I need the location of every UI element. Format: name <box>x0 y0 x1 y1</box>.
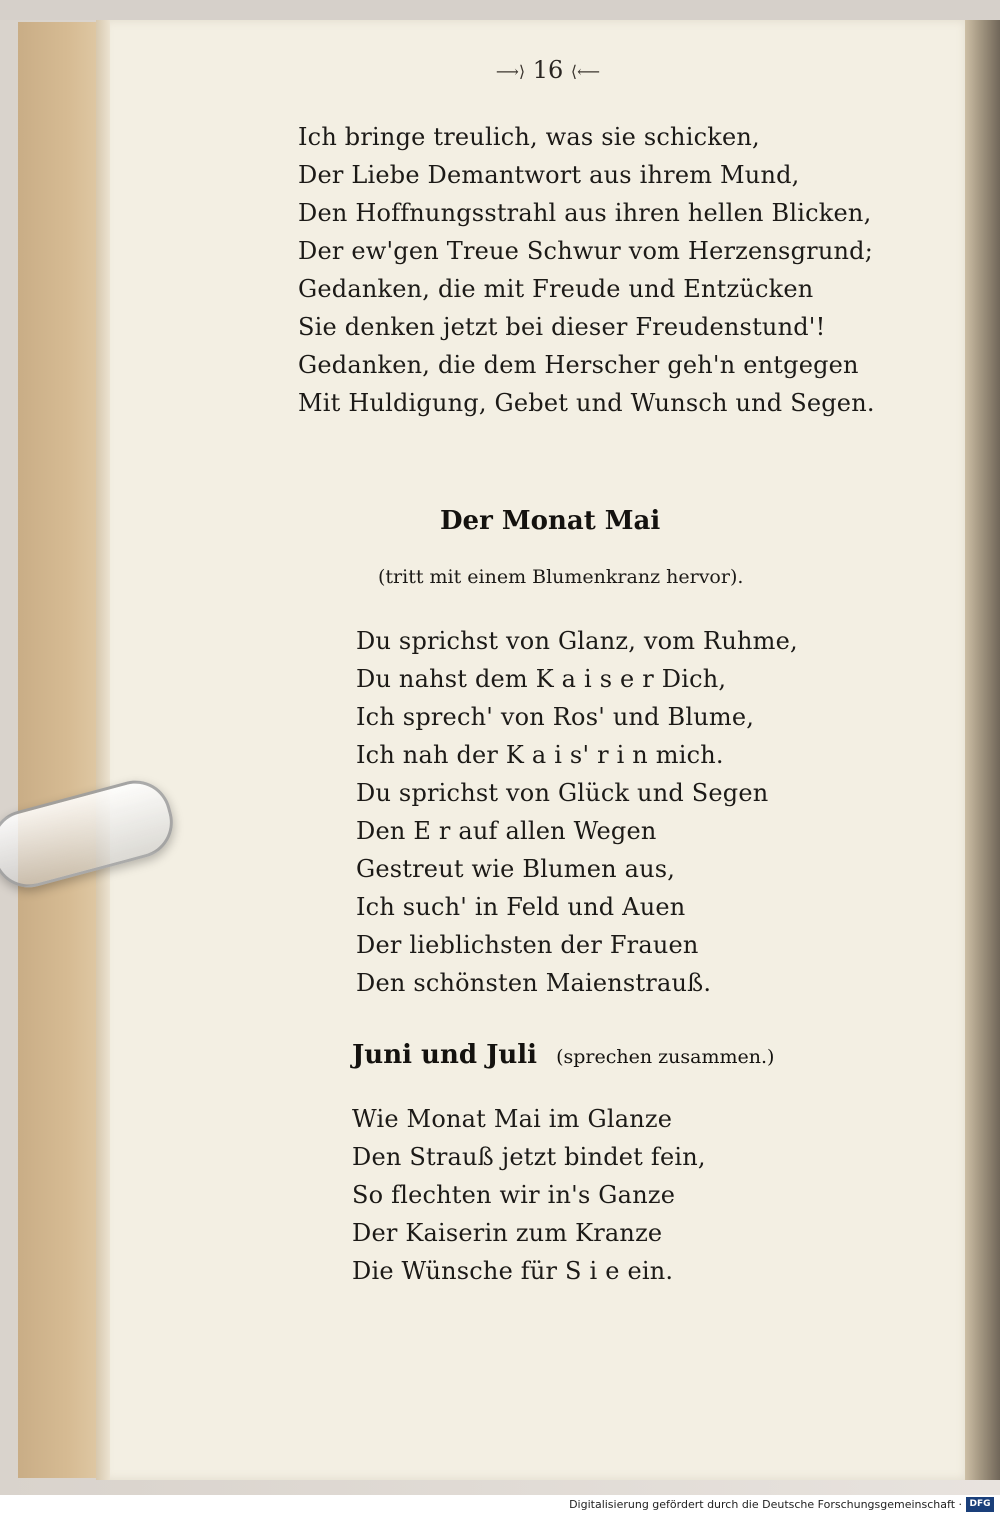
dfg-logo-icon: DFG <box>966 1497 994 1512</box>
page-number: ⟶⟩ 16 ⟨⟵ <box>495 56 601 84</box>
ornament-right-icon: ⟨⟵ <box>570 62 601 81</box>
verse-line: Der ew'gen Treue Schwur vom Herzensgrund; <box>298 237 873 265</box>
page-gutter-shadow <box>965 20 1000 1480</box>
section-1-verse <box>356 622 798 1002</box>
verse-line: Du sprichst von Glanz, vom Ruhme, <box>356 627 798 655</box>
section-heading-monat-mai: Der Monat Mai <box>440 506 661 536</box>
verse-line: So flechten wir in's Ganze <box>352 1181 676 1209</box>
verse-line: Du nahst dem K a i s e r Dich, <box>356 665 727 693</box>
verse-line: Ich nah der K a i s' r i n mich. <box>356 741 724 769</box>
verse-line: Mit Huldigung, Gebet und Wunsch und Segen. <box>298 389 875 417</box>
verse-line: Den schönsten Maienstrauß. <box>356 969 712 997</box>
verse-line: Du sprichst von Glück und Segen <box>356 779 769 807</box>
section-heading-text: Juni und Juli <box>352 1040 538 1070</box>
verse-line: Gestreut wie Blumen aus, <box>356 855 676 883</box>
verse-line: Den E r auf allen Wegen <box>356 817 657 845</box>
verse-line: Ich sprech' von Ros' und Blume, <box>356 703 755 731</box>
verse-line: Der lieblichsten der Frauen <box>356 931 699 959</box>
verse-line: Wie Monat Mai im Glanze <box>352 1105 673 1133</box>
verse-line: Gedanken, die dem Herscher geh'n entgegen <box>298 351 859 379</box>
stanza-1 <box>298 118 875 422</box>
scan-top-edge <box>0 0 1000 20</box>
footer-credit: Digitalisierung gefördert durch die Deutsche Forschungsgemeinschaft · <box>569 1498 962 1511</box>
section-heading-juni-juli <box>352 1040 774 1070</box>
verse-line: Den Strauß jetzt bindet fein, <box>352 1143 706 1171</box>
verse-line: Ich bringe treulich, was sie schicken, <box>298 123 760 151</box>
verse-line: Den Hoffnungsstrahl aus ihren hellen Blicken, <box>298 199 872 227</box>
verse-line: Die Wünsche für S i e ein. <box>352 1257 674 1285</box>
stage-direction: (tritt mit einem Blumenkranz hervor). <box>378 566 744 588</box>
digitization-footer <box>0 1495 1000 1515</box>
section-2-verse <box>352 1100 706 1290</box>
verse-line: Der Liebe Demantwort aus ihrem Mund, <box>298 161 800 189</box>
verse-line: Gedanken, die mit Freude und Entzücken <box>298 275 814 303</box>
verse-line: Der Kaiserin zum Kranze <box>352 1219 663 1247</box>
ornament-left-icon: ⟶⟩ <box>495 62 526 81</box>
verse-line: Sie denken jetzt bei dieser Freudenstund'! <box>298 313 826 341</box>
stage-direction: (sprechen zusammen.) <box>556 1046 775 1068</box>
verse-line: Ich such' in Feld und Auen <box>356 893 686 921</box>
